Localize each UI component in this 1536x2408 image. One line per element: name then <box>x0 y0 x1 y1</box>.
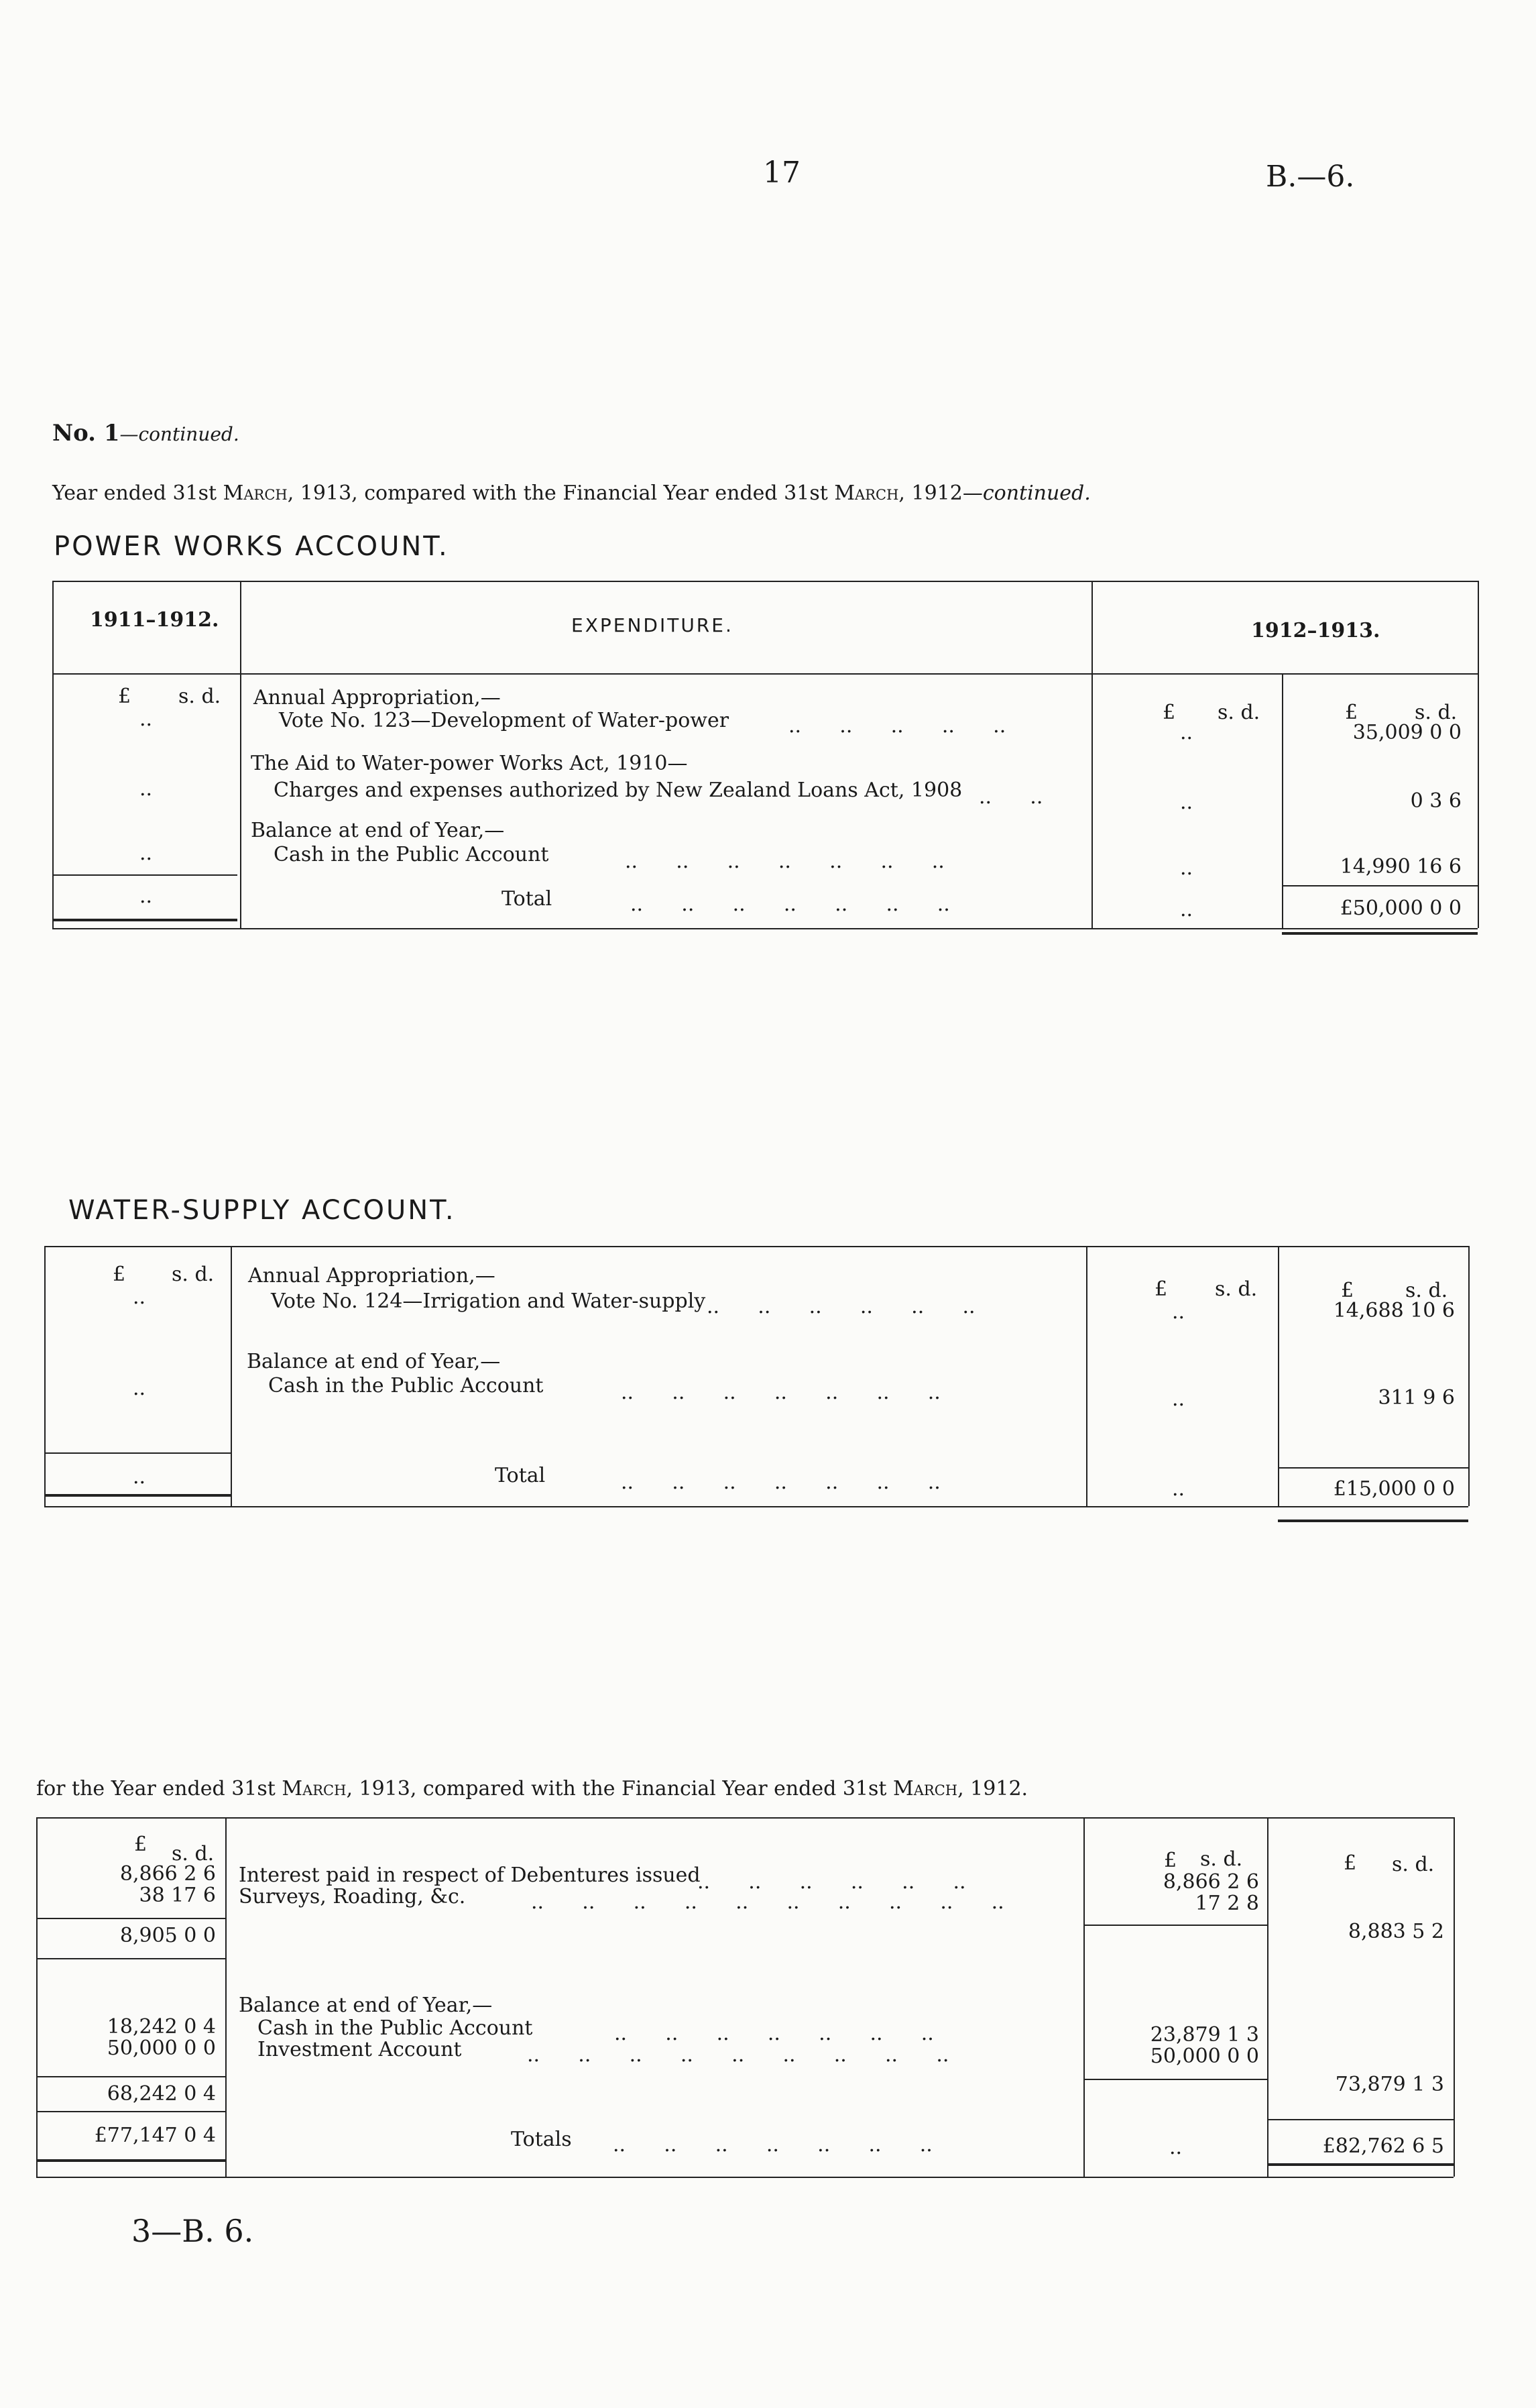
power-mid-unit-sd: s. d. <box>1218 701 1260 724</box>
debenture-intro-march-2: March <box>893 1777 958 1800</box>
water-supply-title: WATER-SUPPLY ACCOUNT. <box>68 1195 456 1226</box>
power-total-left: .. <box>139 884 153 908</box>
power-mid-unit-pound: £ <box>1163 701 1176 724</box>
water-row-mid-dash: .. <box>1172 1387 1185 1411</box>
power-col-right-year: 1912–1913. <box>1251 619 1380 642</box>
water-row-item: Cash in the Public Account <box>268 1374 544 1397</box>
page-signature: 3—B. 6. <box>131 2213 254 2249</box>
debenture-right-unit-pound: £ <box>1344 1851 1357 1875</box>
debenture-intro-part-3: , 1912. <box>957 1777 1028 1800</box>
power-row-left-dash: .. <box>139 777 153 801</box>
debenture-totals-label: Totals <box>511 2128 572 2151</box>
debenture-row-label: Surveys, Roading, &c. <box>239 1885 466 1908</box>
debenture-balance-label: Cash in the Public Account <box>257 2016 533 2040</box>
debenture-mid-unit-pound: £ <box>1164 1849 1177 1872</box>
water-row-leader-dots: .. .. .. .. .. .. <box>707 1295 976 1318</box>
year-line-march-1: March <box>223 481 288 505</box>
power-row-heading: Balance at end of Year,— <box>251 819 505 842</box>
water-row-leader-dots: .. .. .. .. .. .. .. <box>621 1381 941 1404</box>
power-row-heading: Annual Appropriation,— <box>253 686 501 709</box>
water-total-amount: £15,000 0 0 <box>1333 1477 1455 1501</box>
power-row-leader-dots: .. .. .. .. .. .. .. <box>625 850 945 873</box>
power-row-amount: 0 3 6 <box>1410 789 1462 813</box>
power-row-leader-dots: .. .. <box>979 785 1043 809</box>
water-left-unit-pound: £ <box>113 1263 126 1286</box>
debenture-intro-march-1: March <box>282 1777 347 1800</box>
power-row-heading: The Aid to Water-power Works Act, 1910— <box>251 752 688 775</box>
debenture-subtotal-right-2: 73,879 1 3 <box>1335 2073 1444 2096</box>
debenture-left-unit-sd: s. d. <box>172 1842 215 1866</box>
debenture-balance-mid: 23,879 1 3 <box>1150 2023 1259 2047</box>
year-line-part-2: , 1913, compared with the Financial Year ended 31st <box>287 481 835 505</box>
debenture-totals-mid: .. <box>1169 2136 1183 2159</box>
debenture-intro-part-2: , 1913, compared with the Financial Year ended 31st <box>346 1777 894 1800</box>
debenture-row-leader-dots: .. .. .. .. .. .. <box>697 1870 966 1894</box>
power-row-mid-dash: .. <box>1180 791 1193 814</box>
debenture-subtotal-left-2: 68,242 0 4 <box>107 2082 216 2106</box>
debenture-row-mid: 17 2 8 <box>1195 1892 1259 1915</box>
power-row-item: Vote No. 123—Development of Water-power <box>279 709 729 732</box>
debenture-subtotal-right-1: 8,883 5 2 <box>1348 1920 1444 1943</box>
debenture-row-left: 38 17 6 <box>139 1884 216 1907</box>
water-row-heading: Annual Appropriation,— <box>248 1264 495 1287</box>
water-right-unit-sd: s. d. <box>1405 1279 1448 1302</box>
year-line-part-1: Year ended 31st <box>52 481 223 505</box>
water-total-mid: .. <box>1172 1477 1185 1501</box>
debenture-totals-leader-dots: .. .. .. .. .. .. .. <box>613 2133 933 2157</box>
table-number-suffix: —continued. <box>119 423 239 445</box>
debenture-intro-part-1: for the Year ended 31st <box>36 1777 282 1800</box>
debenture-row-left: 8,866 2 6 <box>119 1862 216 1886</box>
debenture-row-mid: 8,866 2 6 <box>1163 1870 1259 1894</box>
water-mid-unit-pound: £ <box>1155 1277 1168 1301</box>
water-row-amount: 14,688 10 6 <box>1333 1299 1455 1322</box>
power-right-unit-sd: s. d. <box>1415 701 1458 724</box>
power-left-unit-pound: £ <box>118 685 131 708</box>
debenture-intro <box>36 1777 1028 1800</box>
paper-reference: B.—6. <box>1266 160 1355 194</box>
power-total-label: Total <box>501 887 552 911</box>
year-line <box>52 481 1091 505</box>
power-row-mid-dash: .. <box>1180 721 1193 744</box>
power-works-title: POWER WORKS ACCOUNT. <box>54 531 449 562</box>
debenture-totals-right: £82,762 6 5 <box>1322 2134 1444 2158</box>
debenture-balance-left: 18,242 0 4 <box>107 2015 216 2039</box>
water-total-label: Total <box>495 1464 546 1487</box>
debenture-row-leader-dots: .. .. .. .. .. .. .. .. .. .. <box>531 1890 1004 1914</box>
year-line-march-2: March <box>834 481 899 505</box>
power-row-leader-dots: .. .. .. .. .. <box>788 714 1006 738</box>
water-total-leader-dots: .. .. .. .. .. .. .. <box>621 1471 941 1494</box>
power-row-amount: 35,009 0 0 <box>1352 721 1462 744</box>
debenture-balance-mid: 50,000 0 0 <box>1150 2045 1259 2068</box>
power-row-mid-dash: .. <box>1180 856 1193 880</box>
debenture-balance-label: Investment Account <box>257 2038 462 2061</box>
power-row-left-dash: .. <box>139 707 153 731</box>
debenture-balance-leader-dots: .. .. .. .. .. .. .. <box>614 2022 934 2045</box>
power-left-unit-sd: s. d. <box>178 685 221 708</box>
water-left-unit-sd: s. d. <box>172 1263 215 1286</box>
water-row-mid-dash: .. <box>1172 1300 1185 1324</box>
table-number <box>52 420 239 447</box>
water-row-amount: 311 9 6 <box>1378 1386 1455 1410</box>
table-number-label: No. 1 <box>52 420 120 447</box>
water-total-left: .. <box>133 1465 146 1489</box>
debenture-balance-heading: Balance at end of Year,— <box>239 1994 493 2017</box>
power-row-item: Cash in the Public Account <box>274 843 549 866</box>
debenture-balance-left: 50,000 0 0 <box>107 2037 216 2060</box>
power-row-item: Charges and expenses authorized by New Zealand Loans Act, 1908 <box>274 779 963 802</box>
page-number: 17 <box>763 156 801 190</box>
power-total-leader-dots: .. .. .. .. .. .. .. <box>630 893 950 916</box>
debenture-right-unit-sd: s. d. <box>1392 1853 1435 1876</box>
water-right-unit-pound: £ <box>1341 1279 1354 1302</box>
power-col-left-year: 1911–1912. <box>90 608 219 632</box>
year-line-part-3: , 1912— <box>898 481 983 505</box>
debenture-mid-unit-sd: s. d. <box>1200 1847 1243 1871</box>
debenture-subtotal-left-1: 8,905 0 0 <box>119 1924 216 1947</box>
water-row-heading: Balance at end of Year,— <box>247 1350 501 1373</box>
debenture-balance-leader-dots: .. .. .. .. .. .. .. .. .. <box>527 2043 949 2067</box>
power-row-amount: 14,990 16 6 <box>1340 855 1462 878</box>
power-right-unit-pound: £ <box>1345 701 1358 724</box>
debenture-left-unit-pound: £ <box>134 1833 147 1856</box>
water-row-item: Vote No. 124—Irrigation and Water-supply <box>271 1289 706 1313</box>
water-row-left-dash: .. <box>133 1377 146 1400</box>
power-col-expenditure: EXPENDITURE. <box>571 614 733 636</box>
water-row-left-dash: .. <box>133 1285 146 1309</box>
debenture-totals-left: £77,147 0 4 <box>94 2124 216 2147</box>
power-total-mid: .. <box>1180 898 1193 921</box>
power-total-amount: £50,000 0 0 <box>1340 897 1462 920</box>
debenture-row-label: Interest paid in respect of Debentures issued <box>239 1864 701 1887</box>
water-mid-unit-sd: s. d. <box>1215 1277 1258 1301</box>
power-row-left-dash: .. <box>139 842 153 865</box>
year-line-continued: continued. <box>982 481 1091 505</box>
